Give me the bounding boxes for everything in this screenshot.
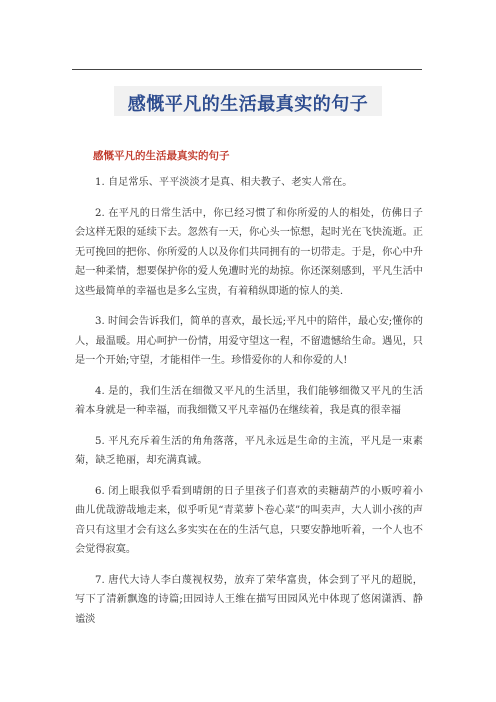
page-title: 感慨平凡的生活最真实的句子 <box>127 94 369 115</box>
article-body <box>75 173 423 640</box>
paragraph-3: 3. 时间会告诉我们，简单的喜欢，最长远;平凡中的陪伴，最心安;懂你的人，最温暖。用心呵护一份情，用爱守望这一程，不留遗憾给生命。遇见，只是一个开始;守望，才能相伴一生。珍惜爱你的人和你爱的人! <box>75 316 423 366</box>
paragraph-5: 5. 平凡充斥着生活的角角落落，平凡永远是生命的主流，平凡是一束素菊，缺乏艳丽，却充满真诚。 <box>75 435 423 466</box>
paragraph-4: 4. 是的，我们生活在细微又平凡的生活里，我们能够细微又平凡的生活着本身就是一种幸福，而我细微又平凡幸福仍在继续着，我是真的很幸福 <box>75 385 423 416</box>
header-rule <box>72 69 422 70</box>
title-band <box>114 86 382 116</box>
paragraph-6: 6. 闭上眼我似乎看到晴朗的日子里孩子们喜欢的卖糖葫芦的小贩哼着小曲儿优哉游哉地走来，似乎听见“青菜萝卜卷心菜”的叫卖声，大人训小孩的声音只有这里才会有这么多实实在在的生活气息，只要安静地听着，一个人也不会觉得寂寞。 <box>75 485 423 555</box>
paragraph-1: 1. 自足常乐、平平淡淡才是真、相夫教子、老实人常在。 <box>95 177 353 188</box>
paragraph-2: 2. 在平凡的日常生活中，你已经习惯了和你所爱的人的相处，仿佛日子会这样无限的延续下去。忽然有一天，你心头一惊想，起时光在飞快流逝。正无可挽回的把你、你所爱的人以及你们共同拥有的一切带走。于是，你心中升起一种柔情，想要保护你的爱人免遭时光的劫掠。你还深刻感到，平凡生活中这些最简单的幸福也是多么宝贵，有着稍纵即逝的惊人的美. <box>75 207 423 297</box>
paragraph-7: 7. 唐代大诗人李白蔑视权势，放弃了荣华富贵，体会到了平凡的超脱，写下了清新飘逸的诗篇;田园诗人王维在描写田园风光中体现了悠闲潇洒、静谧淡 <box>75 574 423 625</box>
section-heading: 感慨平凡的生活最真实的句子 <box>93 150 230 162</box>
